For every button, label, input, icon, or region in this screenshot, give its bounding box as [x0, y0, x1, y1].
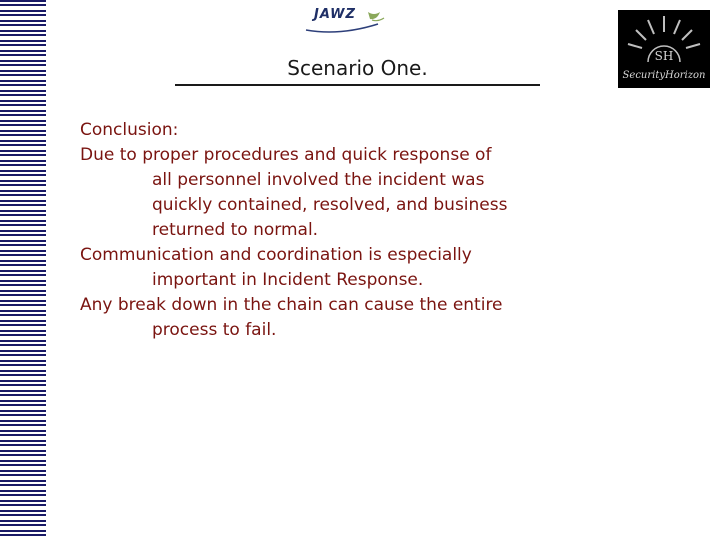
paragraph-1-line-3: quickly contained, resolved, and business — [152, 195, 508, 215]
paragraph-1-line-2: all personnel involved the incident was — [152, 170, 485, 190]
paragraph-2-line-1: Communication and coordination is especially — [80, 245, 472, 265]
jawz-logo — [300, 6, 390, 36]
jawz-logo-text: JAWZ — [314, 7, 356, 22]
left-border-decoration — [0, 0, 50, 540]
security-horizon-name: SecurityHorizon — [622, 70, 706, 81]
paragraph-2-line-2: important in Incident Response. — [152, 270, 424, 290]
paragraph-1-line-4: returned to normal. — [152, 220, 319, 240]
paragraph-3-line-2: process to fail. — [152, 320, 277, 340]
slide-title: Scenario One. — [175, 56, 540, 86]
paragraph-3-line-1: Any break down in the chain can cause the entire — [80, 295, 503, 315]
paragraph-1-line-1: Due to proper procedures and quick response of — [80, 145, 492, 165]
slide-body — [80, 118, 600, 343]
security-horizon-logo — [618, 10, 710, 88]
security-horizon-monogram: SH — [654, 49, 674, 63]
conclusion-heading: Conclusion: — [80, 120, 179, 140]
security-horizon-emblem — [618, 10, 710, 88]
